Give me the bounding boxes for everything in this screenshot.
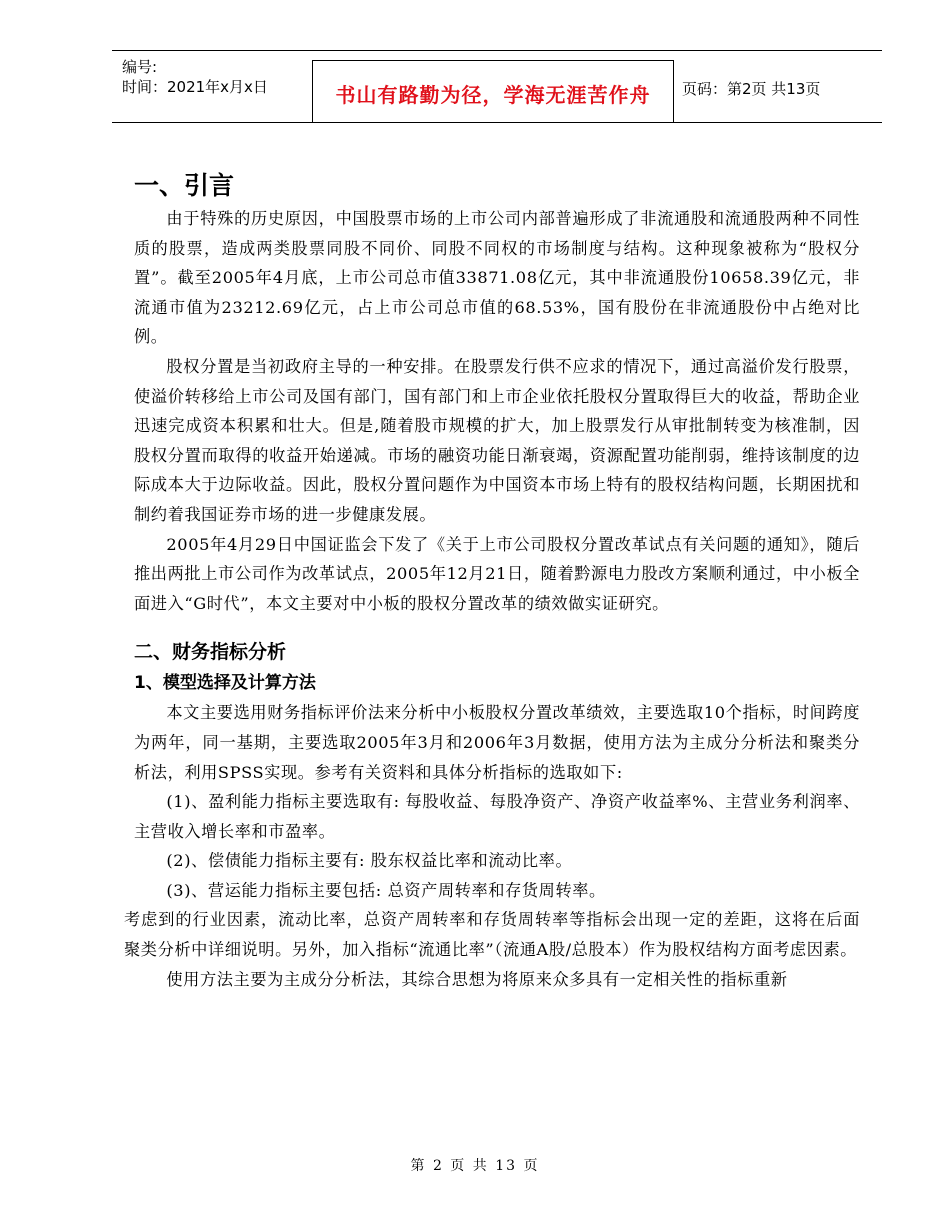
indicator-item-solvency: (2)、偿债能力指标主要有: 股东权益比率和流动比率。 — [166, 851, 573, 871]
indicator-item-profitability: (1)、盈利能力指标主要选取有: 每股收益、每股净资产、净资产收益率%、主营业务利润率、主营收入增长率和市盈率。 — [134, 792, 860, 841]
document-body — [124, 168, 860, 994]
header-bottom-rule — [112, 122, 882, 123]
indicator-item-operation: (3)、营运能力指标主要包括: 总资产周转率和存货周转率。 — [166, 880, 606, 900]
time-label: 时间：2021年x月x日 — [122, 78, 268, 96]
header-motto-cell — [312, 60, 674, 123]
document-header — [112, 50, 882, 122]
section-gap — [134, 618, 860, 636]
section-title-introduction: 一、引言 — [134, 171, 235, 200]
header-left-cell — [112, 50, 310, 122]
intro-paragraph-3: 2005年4月29日中国证监会下发了《关于上市公司股权分置改革试点有关问题的通知》，随后推出两批上市公司作为改革试点，2005年12月21日，随着黔源电力股改方案顺利通过，中小板全面进入“G时代”，本文主要对中小板的股权分置改革的绩效做实证研究。 — [134, 534, 860, 613]
header-motto: 书山有路勤为径，学海无涯苦作舟 — [335, 83, 651, 107]
section-title-financial-analysis: 二、财务指标分析 — [134, 641, 287, 664]
intro-paragraph-1: 由于特殊的历史原因，中国股票市场的上市公司内部普遍形成了非流通股和流通股两种不同性质的股票，造成两类股票同股不同价、同股不同权的市场制度与结构。这种现象被称为“股权分置”。截至2005年4月底，上市公司总市值33871.08亿元，其中非流通股份10658.39亿元，非流通市值为23212.69亿元，占上市公司总市值的68.53%，国有股份在非流通股份中占绝对比例。 — [134, 209, 860, 347]
header-right-cell — [674, 50, 882, 122]
method-paragraph: 使用方法主要为主成分分析法，其综合思想为将原来众多具有一定相关性的指标重新 — [166, 969, 788, 989]
model-paragraph: 本文主要选用财务指标评价法来分析中小板股权分置改革绩效，主要选取10个指标，时间跨度为两年，同一基期，主要选取2005年3月和2006年3月数据，使用方法为主成分分析法和聚类分析法，利用SPSS实现。参考有关资料和具体分析指标的选取如下: — [134, 703, 860, 782]
page-footer: 第 2 页 共 13 页 — [410, 1158, 540, 1174]
subsection-title-model: 1、模型选择及计算方法 — [134, 673, 316, 694]
intro-paragraph-2: 股权分置是当初政府主导的一种安排。在股票发行供不应求的情况下，通过高溢价发行股票，使溢价转移给上市公司及国有部门，国有部门和上市企业依托股权分置取得巨大的收益，帮助企业迅速完成资本积累和壮大。但是,随着股市规模的扩大，加上股票发行从审批制转变为核准制，因股权分置而取得的收益开始递减。市场的融资功能日渐衰竭，资源配置功能削弱，维持该制度的边际成本大于边际收益。因此，股权分置问题作为中国资本市场上特有的股权结构问题，长期困扰和制约着我国证券市场的进一步健康发展。 — [134, 356, 860, 524]
serial-label: 编号: — [122, 58, 158, 76]
industry-factor-paragraph: 考虑到的行业因素，流动比率，总资产周转率和存货周转率等指标会出现一定的差距，这将在后面聚类分析中详细说明。另外，加入指标“流通比率”（流通A股/总股本）作为股权结构方面考虑因素。 — [124, 910, 860, 960]
page-code: 页码：第2页 共13页 — [682, 80, 821, 98]
